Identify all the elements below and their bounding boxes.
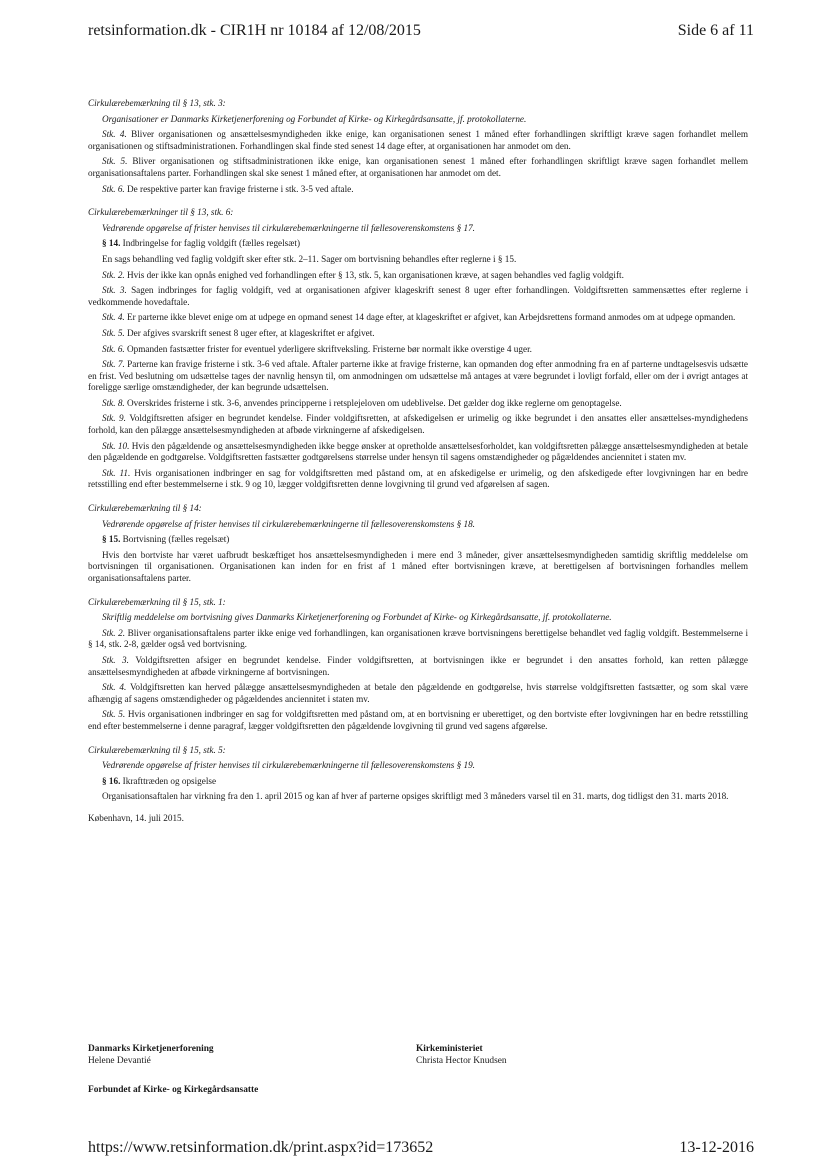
paragraph-text: Bliver organisationen og ansættelsesmyndigheden ikke enige, kan organisationen senest 1 måned efter forhandlingen skriftligt kræve sagen forhandlet mellem organisationen og stiftsadministrationen. Forhandlingen skal finde sted senest 14 dage efter, at organisationen har anmodet om den. [88, 129, 748, 151]
section-heading [88, 776, 748, 788]
paragraph-text: Voldgiftsretten kan herved pålægge ansættelsesmyndigheden at betale den pågældende en godtgørelse, hvis størrelse voldgiftsretten fastsætter, og som skal være afhængig af sagens omstændigheder og pågældendes anciennitet i staten mv. [88, 682, 748, 704]
signature-block-forbundet [88, 1085, 258, 1097]
paragraph-text: Hvis der ikke kan opnås enighed ved forhandlingen efter § 13, stk. 5, kan organisationen kræve, at sagen behandles ved faglig voldgift. [124, 269, 624, 280]
annotation-heading [88, 207, 748, 219]
paragraph-text: Organisationsaftalen har virkning fra den 1. april 2015 og kan af hver af parterne opsiges skriftligt med 3 måneders varsel til en 31. marts, dog tidligst den 31. marts 2018. [102, 791, 729, 802]
paragraph-text: København, 14. juli 2015. [88, 812, 184, 823]
paragraph-text: Hvis organisationen indbringer en sag for voldgiftsretten med påstand om, at en afskedigelse er urimelig, og den afskedigede efter lovgivningen har en bedre retsstilling end efter bestemmelserne i stk. 9 og 10, lægger voldgiftsretten denne lovgivning til grund ved afgørelsen af sagen. [88, 467, 748, 490]
subsection-label: Stk. 4. [102, 682, 127, 693]
subsection-label: Stk. 5. [102, 327, 125, 338]
annotation-heading [88, 98, 748, 110]
annotation-text [88, 612, 748, 624]
signature-org: Danmarks Kirketjenerforening [88, 1044, 214, 1054]
paragraph [88, 254, 748, 266]
subsection-paragraph [88, 312, 748, 324]
signature-name: Christa Hector Knudsen [416, 1055, 507, 1066]
subsection-paragraph [88, 441, 748, 464]
paragraph-text: Opmanden fastsætter frister for eventuel yderligere skriftveksling. Fristerne bør normalt ikke overstige 4 uger. [124, 343, 532, 354]
signature-org: Forbundet af Kirke- og Kirkegårdsansatte [88, 1085, 259, 1095]
paragraph-text: Cirkulærebemærkning til § 15, stk. 5: [88, 744, 226, 755]
subsection-paragraph [88, 184, 748, 196]
paragraph-text: Er parterne ikke blevet enige om at udpege en opmand senest 14 dage efter, at klageskriftet er afgivet, kan Arbejdsrettens formand anmodes om at udpege opmanden. [124, 312, 736, 323]
paragraph-text: Bliver organisationen og stiftsadministrationen ikke enige, kan organisationen senest 1 måned efter forhandlingen skriftligt kræve sagen forhandlet mellem organisationsaftalens parter. Forhandlingen skal ske senest 1 måned efter, at organisationen har anmodet om det. [88, 156, 748, 178]
annotation-text [88, 114, 748, 126]
subsection-paragraph [88, 285, 748, 308]
paragraph-text: Overskrides fristerne i stk. 3-6, anvendes principperne i retsplejeloven om udeblivelse. Det gælder dog ikke reglerne om genoptagelse. [124, 397, 622, 408]
paragraph-text: Cirkulærebemærkninger til § 13, stk. 6: [88, 207, 234, 218]
subsection-label: Stk. 8. [102, 397, 125, 408]
section-heading [88, 238, 748, 250]
signature-block-kirkeministeriet [416, 1044, 507, 1067]
subsection-label: Stk. 9. [102, 413, 126, 424]
paragraph-text: Organisationer er Danmarks Kirketjenerforening og Forbundet af Kirke- og Kirkegårdsansatte, jf. protokollaterne. [102, 113, 527, 124]
subsection-paragraph [88, 129, 748, 152]
paragraph-text: Parterne kan fravige fristerne i stk. 3-6 ved aftale. Aftaler parterne ikke at fravige fristerne, kan opmanden dog efter anmodning fra en af parterne undtagelsesvis udsætte en frist. Ved beslutning om udsættelse tages der navnlig hensyn til, om anmodningen om udsættelse må antages at være begrundet i lovligt forfald, eller om der i øvrigt antages at foreligge særlige omstændigheder, der kan begrunde udsættelsen. [88, 359, 748, 393]
subsection-paragraph [88, 413, 748, 436]
paragraph-text: Bortvisning (fælles regelsæt) [120, 534, 230, 545]
section-number: § 15. [102, 534, 121, 545]
subsection-label: Stk. 4. [102, 129, 127, 140]
paragraph-text: Skriftlig meddelelse om bortvisning gives Danmarks Kirketjenerforening og Forbundet af Kirke- og Kirkegårdsansatte, jf. protokollaterne. [102, 612, 612, 623]
paragraph-text: Hvis organisationen indbringer en sag for voldgiftsretten med påstand om, at en bortvisning er uberettiget, og den bortviste efter lovgivningen har en bedre retsstilling end efter bestemmelserne i denne paragraf, lægger voldgiftsretten den pågældende lovgivning til grund ved sagens afgørelse. [88, 709, 748, 731]
subsection-paragraph [88, 344, 748, 356]
paragraph-text: Voldgiftsretten afsiger en begrundet kendelse. Finder voldgiftsretten, at afskedigelsen er urimelig og ikke begrundet i den ansattes eller ansættelses-myndighedens forhold, kan den pålægge ansættelsesmyndigheden at afbøde virkningerne af afskedigelsen. [88, 413, 748, 436]
paragraph-text: Indbringelse for faglig voldgift (fælles regelsæt) [120, 238, 300, 249]
annotation-text [88, 223, 748, 235]
subsection-paragraph [88, 709, 748, 732]
section-number: § 14. [102, 238, 121, 249]
paragraph-text: Vedrørende opgørelse af frister henvises til cirkulærebemærkningerne til fællesoverenskomstens § 19. [102, 760, 475, 771]
subsection-paragraph [88, 468, 748, 491]
subsection-paragraph [88, 398, 748, 410]
subsection-paragraph [88, 328, 748, 340]
paragraph-text: Cirkulærebemærkning til § 14: [88, 503, 202, 514]
subsection-label: Stk. 2. [102, 269, 125, 280]
subsection-paragraph [88, 270, 748, 282]
paragraph [88, 791, 748, 803]
signature-org: Kirkeministeriet [416, 1044, 483, 1054]
annotation-text [88, 519, 748, 531]
subsection-label: Stk. 2. [102, 627, 126, 638]
paragraph-text: Sagen indbringes for faglig voldgift, ved at organisationen afgiver klageskrift senest 8 uger efter forhandlingen. Voldgiftsretten sammensættes efter reglerne i vedkommende hovedaftale. [88, 285, 749, 307]
subsection-label: Stk. 7. [102, 359, 125, 370]
subsection-paragraph [88, 682, 748, 705]
paragraph-text: Bliver organisationsaftalens parter ikke enige ved forhandlingen, kan organisationen kræve bortvisningens berettigelse behandlet ved faglig voldgift. Bestemmelserne i § 14, stk. 2-8, gælder også ved bortvisning. [88, 627, 749, 650]
page-footer-url: https://www.retsinformation.dk/print.aspx?id=173652 [88, 1139, 434, 1156]
subsection-label: Stk. 3. [102, 285, 127, 296]
subsection-label: Stk. 11. [102, 467, 131, 478]
paragraph-text: Ikrafttræden og opsigelse [120, 775, 217, 786]
paragraph-text: Hvis den bortviste har været uafbrudt beskæftiget hos ansættelsesmyndigheden i mere end 3 måneder, giver ansættelsesmyndigheden samtidig skriftlig meddelelse om bortvisningen til organisationen. Organisationen kan inden for en frist af 1 måned efter bortvisningen kræve, at berettigelsen af bortvisningen forhandles mellem organisationsaftalens parter. [88, 549, 748, 583]
document-body [88, 86, 748, 829]
subsection-paragraph [88, 628, 748, 651]
section-heading [88, 534, 748, 546]
paragraph-text: De respektive parter kan fravige fristerne i stk. 3-5 ved aftale. [124, 183, 354, 194]
subsection-paragraph [88, 655, 748, 678]
subsection-paragraph [88, 359, 748, 394]
paragraph-text: Voldgiftsretten afsiger en begrundet kendelse. Finder voldgiftsretten, at bortvisningen ikke er begrundet i den ansattes forhold, kan retten pålægge ansættelsesmyndigheden at afbøde virkningerne af bortvisningen. [88, 654, 748, 677]
paragraph-text: Vedrørende opgørelse af frister henvises til cirkulærebemærkningerne til fællesoverenskomstens § 18. [102, 518, 475, 529]
paragraph-text: Cirkulærebemærkning til § 15, stk. 1: [88, 596, 226, 607]
annotation-heading [88, 597, 748, 609]
page-footer-date: 13-12-2016 [679, 1139, 754, 1156]
paragraph-text: Cirkulærebemærkning til § 13, stk. 3: [88, 98, 226, 108]
place-date [88, 813, 748, 825]
subsection-label: Stk. 4. [102, 312, 125, 323]
paragraph-text: Vedrørende opgørelse af frister henvises til cirkulærebemærkningerne til fællesoverenskomstens § 17. [102, 222, 475, 233]
section-number: § 16. [102, 775, 121, 786]
subsection-label: Stk. 5. [102, 709, 126, 720]
annotation-heading [88, 745, 748, 757]
annotation-text [88, 760, 748, 772]
subsection-label: Stk. 3. [102, 654, 129, 665]
paragraph-text: Der afgives svarskrift senest 8 uger efter, at klageskriftet er afgivet. [124, 327, 375, 338]
page-number: Side 6 af 11 [677, 22, 754, 39]
subsection-label: Stk. 6. [102, 183, 125, 194]
annotation-heading [88, 503, 748, 515]
paragraph [88, 550, 748, 585]
page-header-title: retsinformation.dk - CIR1H nr 10184 af 12/08/2015 [88, 22, 421, 39]
subsection-label: Stk. 6. [102, 343, 125, 354]
subsection-label: Stk. 10. [102, 440, 130, 451]
paragraph-text: Hvis den pågældende og ansættelsesmyndigheden ikke begge ønsker at opretholde ansættelsesforholdet, kan voldgiftsretten pålægge ansættelsesmyndigheden at betale den pågældende en godtgørelse. Voldgiftsretten fastsætter godtgørelsens størrelse under hensyn til sagens omstændigheder og pågældendes anciennitet i staten mv. [88, 440, 748, 463]
subsection-label: Stk. 5. [102, 156, 128, 167]
subsection-paragraph [88, 156, 748, 179]
signature-block-kirketjenerforening [88, 1044, 214, 1067]
paragraph-text: En sags behandling ved faglig voldgift sker efter stk. 2–11. Sager om bortvisning behandles efter reglerne i § 15. [102, 253, 517, 264]
signature-name: Helene Devantié [88, 1055, 151, 1066]
